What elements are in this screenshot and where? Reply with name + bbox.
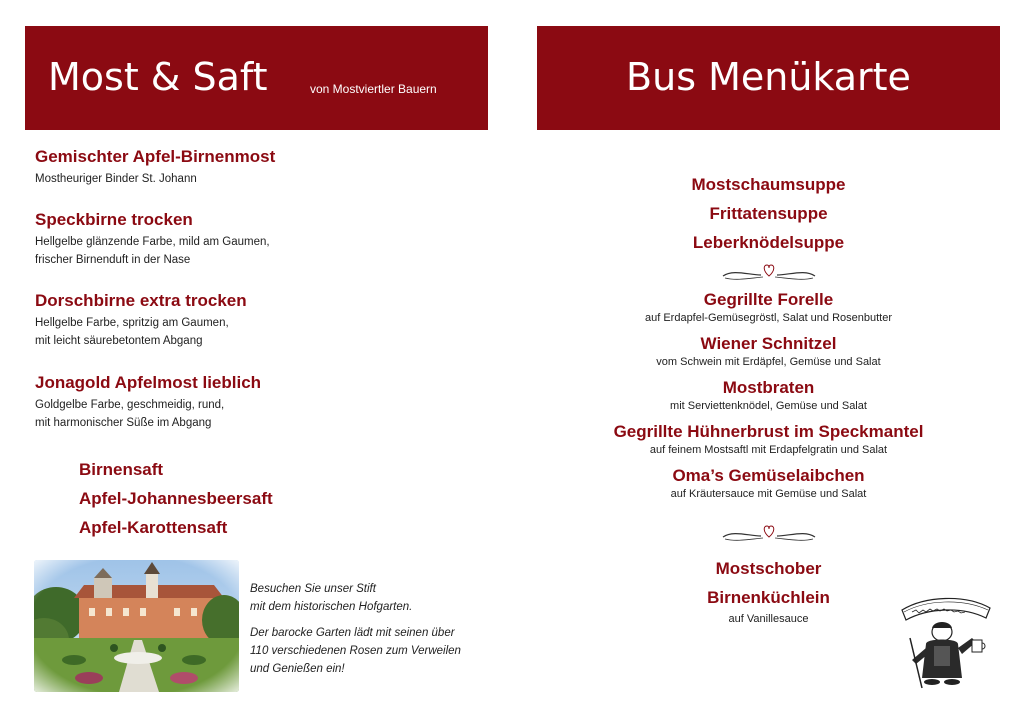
- drink-description-line: mit leicht säurebetontem Abgang: [35, 335, 203, 347]
- soup-item: Mostschaumsuppe: [691, 175, 846, 194]
- main-dish: [537, 421, 1000, 458]
- dish-description: auf Erdapfel-Gemüsegröstl, Salat und Rosenbutter: [644, 312, 893, 324]
- main-dish: [537, 465, 1000, 502]
- garden-text-line: 110 verschiedenen Rosen zum Verweilen: [250, 645, 461, 657]
- drink-description-line: Goldgelbe Farbe, geschmeidig, rund,: [35, 399, 225, 411]
- juice-item: Apfel-Karottensaft: [79, 518, 228, 537]
- left-banner-subtitle: von Mostviertler Bauern: [310, 82, 437, 96]
- dish-description: mit Serviettenknödel, Gemüse und Salat: [670, 400, 867, 412]
- main-dish: [537, 333, 1000, 370]
- garden-paragraph: [250, 624, 461, 678]
- heart-ornament-icon: [537, 261, 1000, 285]
- bus-menu: [537, 170, 1000, 634]
- left-banner-title: Most & Saft: [48, 55, 268, 99]
- right-banner-title: Bus Menükarte: [626, 55, 911, 99]
- drink-description-line: mit harmonischer Süße im Abgang: [35, 417, 212, 429]
- dessert-item: Mostschober: [715, 559, 822, 578]
- soup-item: Leberknödelsuppe: [692, 233, 845, 252]
- main-dish: [537, 377, 1000, 414]
- drink-name: Gemischter Apfel-Birnenmost: [35, 147, 276, 166]
- dish-name: Mostbraten: [722, 378, 815, 397]
- garden-photo: [34, 560, 239, 692]
- drink-description: [35, 396, 261, 432]
- drink-item: [35, 290, 247, 350]
- left-banner: [25, 26, 488, 130]
- drink-item: [35, 372, 261, 432]
- juice-item: Apfel-Johannesbeersaft: [79, 489, 273, 508]
- drink-name: Dorschbirne extra trocken: [35, 291, 247, 310]
- drink-description: [35, 233, 270, 269]
- dish-name: Gegrillte Forelle: [703, 290, 834, 309]
- drink-description: [35, 170, 275, 188]
- drink-name: Speckbirne trocken: [35, 210, 193, 229]
- dish-name: Oma’s Gemüselaibchen: [672, 466, 865, 485]
- drink-name: Jonagold Apfelmost lieblich: [35, 373, 262, 392]
- garden-text-line: Der barocke Garten lädt mit seinen über: [250, 627, 455, 639]
- soup-item: Frittatensuppe: [709, 204, 828, 223]
- dish-name: Wiener Schnitzel: [700, 334, 837, 353]
- drink-description: [35, 314, 247, 350]
- juice-list: [79, 455, 273, 542]
- dessert-description: auf Vanillesauce: [728, 613, 809, 625]
- drink-description-line: frischer Birnenduft in der Nase: [35, 254, 191, 266]
- dessert-item: Birnenküchlein: [707, 588, 830, 607]
- dish-description: auf Kräutersauce mit Gemüse und Salat: [670, 488, 867, 500]
- dish-name: Gegrillte Hühnerbrust im Speckmantel: [613, 422, 924, 441]
- garden-paragraph: [250, 580, 461, 616]
- dish-description: vom Schwein mit Erdäpfel, Gemüse und Salat: [656, 356, 881, 368]
- drink-item: [35, 209, 270, 269]
- garden-description: [250, 580, 461, 686]
- garden-text-line: und Genießen ein!: [250, 663, 345, 675]
- juice-item: Birnensaft: [79, 460, 164, 479]
- main-dish: [537, 289, 1000, 326]
- drink-item: [35, 146, 275, 188]
- heart-ornament-icon: [537, 522, 1000, 546]
- dish-description: auf feinem Mostsaftl mit Erdapfelgratin und Salat: [649, 444, 888, 456]
- garden-text-line: mit dem historischen Hofgarten.: [250, 601, 413, 613]
- drink-description-line: Mostheuriger Binder St. Johann: [35, 173, 197, 185]
- mostviertler-mascot-icon: [890, 588, 1000, 694]
- drink-description-line: Hellgelbe glänzende Farbe, mild am Gaumen,: [35, 236, 270, 248]
- right-banner: [537, 26, 1000, 130]
- garden-text-line: Besuchen Sie unser Stift: [250, 583, 376, 595]
- drink-description-line: Hellgelbe Farbe, spritzig am Gaumen,: [35, 317, 229, 329]
